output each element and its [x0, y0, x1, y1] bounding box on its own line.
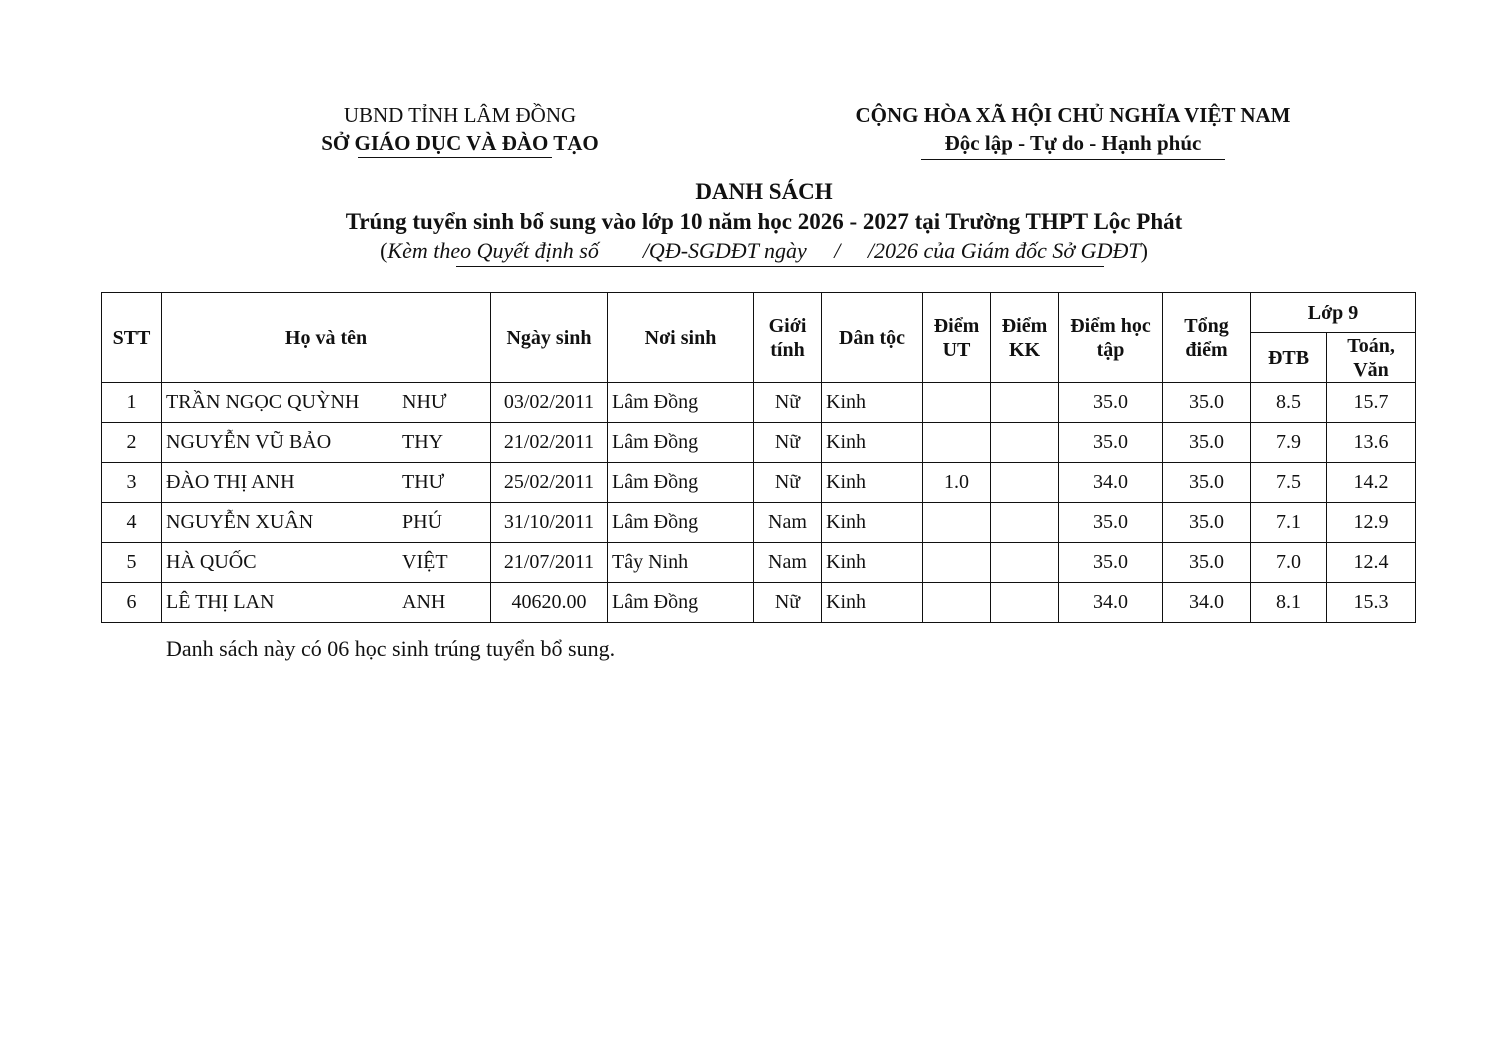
cell-gioi-tinh: Nữ [754, 383, 822, 423]
cell-ngay-sinh: 25/02/2011 [491, 463, 608, 503]
cell-ten: THƯ [402, 471, 445, 493]
authority-line-2: SỞ GIÁO DỤC VÀ ĐÀO TẠO [321, 131, 599, 155]
cell-ten: PHÚ [402, 511, 443, 533]
motto-line: Độc lập - Tự do - Hạnh phúc [944, 131, 1202, 155]
cell-diem-hoc-tap: 34.0 [1059, 463, 1163, 503]
cell-noi-sinh: Lâm Đồng [608, 423, 754, 463]
cell-dan-toc: Kinh [822, 543, 923, 583]
cell-diem-kk [991, 503, 1059, 543]
cell-ngay-sinh: 21/07/2011 [491, 543, 608, 583]
document-title: DANH SÁCH [695, 179, 833, 204]
motto-underline [921, 159, 1225, 160]
cell-ten: THY [402, 431, 444, 453]
cell-ho: ĐÀO THỊ ANH [166, 471, 295, 493]
cell-diem-kk [991, 543, 1059, 583]
cell-stt: 3 [102, 463, 162, 503]
issuing-authority [290, 102, 630, 157]
cell-toan-van: 13.6 [1327, 423, 1416, 463]
reference-underline [456, 266, 1104, 267]
cell-dan-toc: Kinh [822, 423, 923, 463]
cell-dan-toc: Kinh [822, 463, 923, 503]
cell-tong-diem: 35.0 [1163, 503, 1251, 543]
national-motto [800, 102, 1346, 157]
cell-tong-diem: 35.0 [1163, 383, 1251, 423]
cell-noi-sinh: Tây Ninh [608, 543, 754, 583]
cell-ho: LÊ THỊ LAN [166, 591, 275, 613]
cell-noi-sinh: Lâm Đồng [608, 583, 754, 623]
col-ngay-sinh: Ngày sinh [491, 293, 608, 383]
reference-close-paren: ) [1140, 238, 1148, 263]
cell-dtb: 7.5 [1251, 463, 1327, 503]
cell-ho-ten [162, 543, 491, 583]
decision-reference [200, 236, 1328, 266]
cell-gioi-tinh: Nam [754, 503, 822, 543]
cell-diem-kk [991, 583, 1059, 623]
cell-toan-van: 12.4 [1327, 543, 1416, 583]
cell-ten: NHƯ [402, 391, 447, 413]
cell-diem-ut [923, 583, 991, 623]
cell-diem-ut [923, 423, 991, 463]
table-row [102, 583, 1416, 623]
col-gioi-tinh: Giới tính [754, 293, 822, 383]
cell-tong-diem: 35.0 [1163, 463, 1251, 503]
cell-ho-ten [162, 423, 491, 463]
authority-underline [358, 157, 552, 158]
cell-toan-van: 12.9 [1327, 503, 1416, 543]
cell-stt: 2 [102, 423, 162, 463]
reference-open-paren: ( [380, 238, 388, 263]
cell-dtb: 7.9 [1251, 423, 1327, 463]
cell-tong-diem: 34.0 [1163, 583, 1251, 623]
cell-tong-diem: 35.0 [1163, 543, 1251, 583]
table-row [102, 383, 1416, 423]
col-diem-kk: Điểm KK [991, 293, 1059, 383]
cell-diem-hoc-tap: 35.0 [1059, 383, 1163, 423]
cell-ngay-sinh: 31/10/2011 [491, 503, 608, 543]
cell-noi-sinh: Lâm Đồng [608, 463, 754, 503]
cell-toan-van: 15.7 [1327, 383, 1416, 423]
table-row [102, 543, 1416, 583]
cell-ho-ten [162, 583, 491, 623]
cell-diem-ut [923, 503, 991, 543]
cell-ho-ten [162, 503, 491, 543]
cell-ngay-sinh: 21/02/2011 [491, 423, 608, 463]
cell-ho: TRẦN NGỌC QUỲNH [166, 391, 360, 413]
cell-dtb: 8.1 [1251, 583, 1327, 623]
cell-diem-hoc-tap: 35.0 [1059, 423, 1163, 463]
cell-dan-toc: Kinh [822, 503, 923, 543]
cell-stt: 4 [102, 503, 162, 543]
cell-diem-hoc-tap: 35.0 [1059, 543, 1163, 583]
cell-gioi-tinh: Nữ [754, 583, 822, 623]
cell-dan-toc: Kinh [822, 383, 923, 423]
col-dan-toc: Dân tộc [822, 293, 923, 383]
cell-ho: HÀ QUỐC [166, 551, 257, 573]
cell-ho-ten [162, 463, 491, 503]
cell-diem-ut: 1.0 [923, 463, 991, 503]
authority-line-1: UBND TỈNH LÂM ĐỒNG [343, 103, 577, 127]
table-row [102, 463, 1416, 503]
cell-toan-van: 14.2 [1327, 463, 1416, 503]
col-diem-hoc-tap: Điểm học tập [1059, 293, 1163, 383]
cell-noi-sinh: Lâm Đồng [608, 503, 754, 543]
cell-dtb: 8.5 [1251, 383, 1327, 423]
cell-dtb: 7.0 [1251, 543, 1327, 583]
cell-ten: ANH [402, 591, 446, 613]
cell-stt: 6 [102, 583, 162, 623]
cell-toan-van: 15.3 [1327, 583, 1416, 623]
col-ho-ten: Họ và tên [162, 293, 491, 383]
cell-gioi-tinh: Nam [754, 543, 822, 583]
document-subtitle: Trúng tuyển sinh bổ sung vào lớp 10 năm học 2026 - 2027 tại Trường THPT Lộc Phát [345, 209, 1183, 234]
col-toan-van: Toán, Văn [1327, 333, 1416, 383]
cell-ho-ten [162, 383, 491, 423]
table-row [102, 423, 1416, 463]
reference-text: Kèm theo Quyết định số /QĐ-SGDĐT ngày / /2026 của Giám đốc Sở GDĐT [387, 238, 1141, 263]
cell-diem-kk [991, 463, 1059, 503]
cell-diem-kk [991, 383, 1059, 423]
title-block [200, 177, 1328, 266]
cell-diem-hoc-tap: 35.0 [1059, 503, 1163, 543]
table-row [102, 503, 1416, 543]
col-noi-sinh: Nơi sinh [608, 293, 754, 383]
cell-diem-ut [923, 543, 991, 583]
admission-table [101, 292, 1416, 623]
cell-tong-diem: 35.0 [1163, 423, 1251, 463]
col-tong-diem: Tổng điểm [1163, 293, 1251, 383]
cell-dtb: 7.1 [1251, 503, 1327, 543]
cell-stt: 5 [102, 543, 162, 583]
col-group-lop9: Lớp 9 [1251, 293, 1416, 333]
cell-gioi-tinh: Nữ [754, 423, 822, 463]
cell-noi-sinh: Lâm Đồng [608, 383, 754, 423]
cell-ngay-sinh: 03/02/2011 [491, 383, 608, 423]
cell-ngay-sinh: 40620.00 [491, 583, 608, 623]
col-stt: STT [102, 293, 162, 383]
cell-diem-kk [991, 423, 1059, 463]
cell-gioi-tinh: Nữ [754, 463, 822, 503]
col-dtb: ĐTB [1251, 333, 1327, 383]
table-body [102, 383, 1416, 623]
country-name: CỘNG HÒA XÃ HỘI CHỦ NGHĨA VIỆT NAM [855, 103, 1291, 127]
cell-stt: 1 [102, 383, 162, 423]
cell-dan-toc: Kinh [822, 583, 923, 623]
cell-ten: VIỆT [402, 551, 448, 573]
col-diem-ut: Điểm UT [923, 293, 991, 383]
cell-ho: NGUYỄN XUÂN [166, 511, 314, 533]
header-row [102, 293, 1416, 333]
cell-diem-ut [923, 383, 991, 423]
summary-note: Danh sách này có 06 học sinh trúng tuyển bổ sung. [166, 636, 616, 661]
cell-ho: NGUYỄN VŨ BẢO [166, 431, 332, 453]
cell-diem-hoc-tap: 34.0 [1059, 583, 1163, 623]
